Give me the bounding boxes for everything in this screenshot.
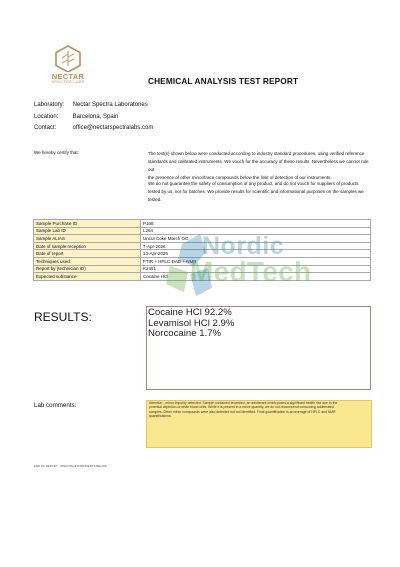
comment-line: Attention - minor impurity detected. Sample contained levamisol, an adulterant which poses a significant health risk due to the: [149, 401, 338, 405]
sample-field-value: P168: [141, 220, 371, 228]
hexagon-logo-icon: [43, 44, 93, 72]
location-row: [34, 114, 118, 120]
laboratory-value: Nectar Spectra Laboratories: [72, 102, 148, 108]
comment-line: potential depletion of white blood cells. While it is present in a minor quantity, we do not recommend consuming adulterated: [149, 405, 334, 410]
sample-field-label: Sample Purchase ID: [34, 220, 141, 228]
sample-field-value: K2451: [141, 265, 371, 273]
results-list: [148, 308, 234, 340]
results-label: RESULTS:: [34, 310, 92, 324]
watermark-text-nordic: Nordic: [202, 232, 285, 260]
lab-comments-text: [149, 401, 368, 419]
cert-line: We do not guarantee the safety of consumption of any product, and do not vouch for suppliers of products: [148, 181, 359, 186]
location-value: Barcelona, Spain: [72, 114, 119, 120]
comment-line: samples. Other minor compounds were also detected but not identified. Final quantification is an average of HPLC and NMR: [149, 409, 336, 414]
contact-key: Contact:: [34, 125, 57, 131]
result-line: Cocaine HCl 92.2%: [148, 307, 232, 318]
logo-subtitle: SPECTRA LABS: [51, 80, 85, 84]
contact-row: [34, 125, 153, 131]
sample-field-value: Cocaine HCl: [141, 273, 371, 281]
sample-field-value: FTIR + HPLC-DAD + NMR: [141, 257, 371, 265]
sample-field-label: Sample Lab ID: [34, 227, 141, 235]
result-line: Norcocaine 1.7%: [148, 328, 222, 339]
certification-label: We hereby certify that:: [34, 150, 79, 155]
cert-line: The test(s) shown below were conducted according to industry standard procedures, using verified reference: [148, 151, 365, 156]
certification-paragraph-2: [148, 180, 370, 204]
laboratory-row: [34, 102, 148, 108]
sample-field-value: L264: [141, 227, 371, 235]
certification-paragraph-1: [148, 150, 370, 182]
table-row: [34, 220, 371, 228]
footer-text: END OF REPORT - SPECTRA/INSTRUMENTS BELOW: [34, 464, 107, 468]
contact-email[interactable]: office@nectarspectralabs.com: [72, 125, 154, 131]
watermark-text-medtech: MedTech: [190, 256, 312, 287]
result-line: Levamisol HCl 2.9%: [148, 317, 235, 329]
sample-field-value: 7-Apr-2026: [141, 242, 371, 250]
cert-line: the presence of other minor/trace compounds below the limit of detection of our instruments.: [148, 175, 332, 180]
sample-field-label: Date of report: [34, 250, 141, 258]
sample-field-value: 13-Apr-2026: [141, 250, 371, 258]
report-title: CHEMICAL ANALYSIS TEST REPORT: [148, 76, 299, 86]
sample-field-label: Sample ALIAS: [34, 235, 141, 243]
cert-line: standards and calibrated instruments. We vouch for the accuracy of these results. Nevertheless we cannot rule out: [148, 159, 369, 172]
sample-field-value: Uncut Coke March OG: [141, 235, 371, 243]
location-key: Location:: [34, 114, 59, 120]
cert-line: tested by us, nor for batches. We provide results for scientific and informational purposes on the samples we tested.: [148, 189, 364, 202]
sample-field-label: Date of sample reception: [34, 242, 141, 250]
comment-line: quantifications.: [149, 414, 172, 419]
sample-field-label: Expected substance: [34, 273, 141, 281]
logo-name: NECTAR: [51, 72, 85, 81]
sample-field-label: Techniques used:: [34, 257, 141, 265]
laboratory-key: Laboratory:: [34, 102, 65, 108]
sample-field-label: Report by (technician ID): [34, 265, 141, 273]
lab-comments-label: Lab comments:: [34, 402, 77, 409]
